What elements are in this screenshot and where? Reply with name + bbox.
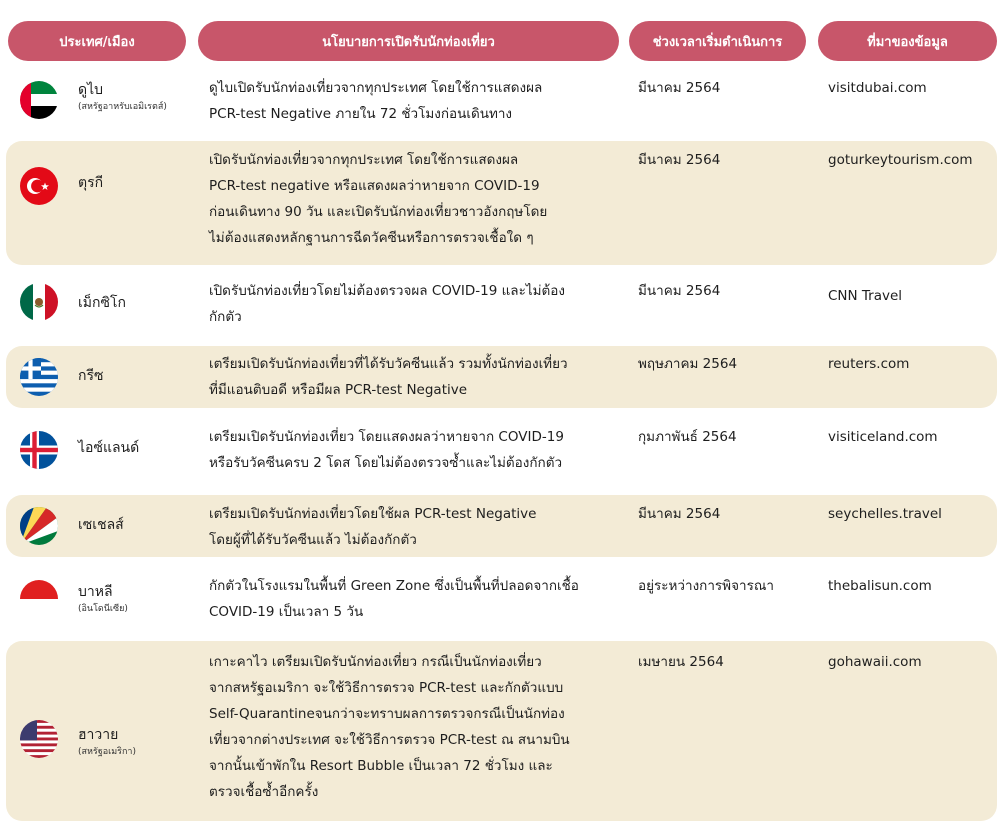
source-text: reuters.com — [828, 356, 910, 372]
table-row — [6, 641, 997, 821]
source-text: seychelles.travel — [828, 506, 942, 522]
period-text: พฤษภาคม 2564 — [638, 356, 738, 372]
table-row — [6, 566, 997, 628]
source-text: CNN Travel — [828, 288, 903, 304]
source-text: gohawaii.com — [828, 654, 922, 670]
policy-text: เปิดรับนักท่องเที่ยวโดยไม่ต้องตรวจผล COVID-19 และไม่ต้อง กักตัว — [209, 283, 565, 325]
period-text: กุมภาพันธ์ 2564 — [638, 429, 737, 445]
iceland-flag-icon — [20, 431, 58, 469]
country-name: ดูไบ (สหรัฐอาหรับเอมิเรตส์) — [78, 82, 167, 112]
country-name: เซเชลส์ — [78, 517, 124, 533]
indonesia-flag-icon — [20, 580, 58, 599]
period-text: เมษายน 2564 — [638, 654, 724, 670]
usa-flag-icon — [20, 720, 58, 758]
country-name: ฮาวาย (สหรัฐอเมริกา) — [78, 727, 136, 757]
country-name: เม็กซิโก — [78, 295, 126, 311]
source-text: goturkeytourism.com — [828, 152, 973, 168]
header-policy: นโยบายการเปิดรับนักท่องเที่ยว — [198, 21, 619, 61]
mexico-flag-icon — [20, 283, 58, 321]
table-row — [6, 495, 997, 557]
country-name: บาหลี (อินโดนีเซีย) — [78, 584, 128, 614]
source-text: visitdubai.com — [828, 80, 927, 96]
table-row — [6, 141, 997, 265]
greece-flag-icon — [20, 358, 58, 396]
source-text: visiticeland.com — [828, 429, 938, 445]
country-name: ตุรกี — [78, 175, 104, 191]
policy-text: เปิดรับนักท่องเที่ยวจากทุกประเทศ โดยใช้การแสดงผล PCR-test negative หรือแสดงผลว่าหายจาก COVID-19 ก่อนเดินทาง 90 วัน และเปิดรับนักท่องเที่ยวชาวอังกฤษโดย ไม่ต้องแสดงหลักฐานการฉีดวัคซีนหรือการตรวจเชื้อใด ๆ — [209, 152, 548, 246]
header-source: ที่มาของข้อมูล — [818, 21, 997, 61]
period-text: มีนาคม 2564 — [638, 80, 721, 96]
policy-text: ดูไบเปิดรับนักท่องเที่ยวจากทุกประเทศ โดยใช้การแสดงผล PCR-test Negative ภายใน 72 ชั่วโมงก่อนเดินทาง — [209, 80, 543, 122]
period-text: มีนาคม 2564 — [638, 506, 721, 522]
turkey-flag-icon — [20, 167, 58, 205]
uae-flag-icon — [20, 81, 58, 119]
policy-text: เตรียมเปิดรับนักท่องเที่ยว โดยแสดงผลว่าหายจาก COVID-19 หรือรับวัคซีนครบ 2 โดส โดยไม่ต้องตรวจซ้ำและไม่ต้องกักตัว — [209, 429, 564, 471]
header-period: ช่วงเวลาเริ่มดำเนินการ — [629, 21, 806, 61]
table-row — [6, 273, 997, 335]
period-text: มีนาคม 2564 — [638, 152, 721, 168]
policy-text: เกาะคาไว เตรียมเปิดรับนักท่องเที่ยว กรณีเป็นนักท่องเที่ยว จากสหรัฐอเมริกา จะใช้วิธีการตรวจ PCR-test และกักตัวแบบ Self-Quarantineจนกว่าจะทราบผลการตรวจกรณีเป็นนักท่อง เที่ยวจากต่างประเทศ จะใช้วิธีการตรวจ PCR-test ณ สนามบิน จากนั้นเข้าพักใน Resort Bubble เป็นเวลา 72 ชั่วโมง และ ตรวจเชื้อซ้ำอีกครั้ง — [209, 654, 570, 800]
period-text: มีนาคม 2564 — [638, 283, 721, 299]
country-name: ไอซ์แลนด์ — [78, 440, 140, 456]
table-row — [6, 70, 997, 130]
policy-text: เตรียมเปิดรับนักท่องเที่ยวโดยใช้ผล PCR-test Negative โดยผู้ที่ได้รับวัคซีนแล้ว ไม่ต้องกักตัว — [209, 506, 537, 548]
header-country: ประเทศ/เมือง — [8, 21, 186, 61]
policy-text: เตรียมเปิดรับนักท่องเที่ยวที่ได้รับวัคซีนแล้ว รวมทั้งนักท่องเที่ยว ที่มีแอนติบอดี หรือมีผล PCR-test Negative — [209, 356, 568, 398]
table-row — [6, 418, 997, 482]
seychelles-flag-icon — [20, 507, 58, 545]
country-name: กรีซ — [78, 368, 104, 384]
source-text: thebalisun.com — [828, 578, 932, 594]
table-row — [6, 346, 997, 408]
period-text: อยู่ระหว่างการพิจารณา — [638, 578, 774, 594]
policy-text: กักตัวในโรงแรมในพื้นที่ Green Zone ซึ่งเป็นพื้นที่ปลอดจากเชื้อ COVID-19 เป็นเวลา 5 วัน — [209, 578, 579, 620]
